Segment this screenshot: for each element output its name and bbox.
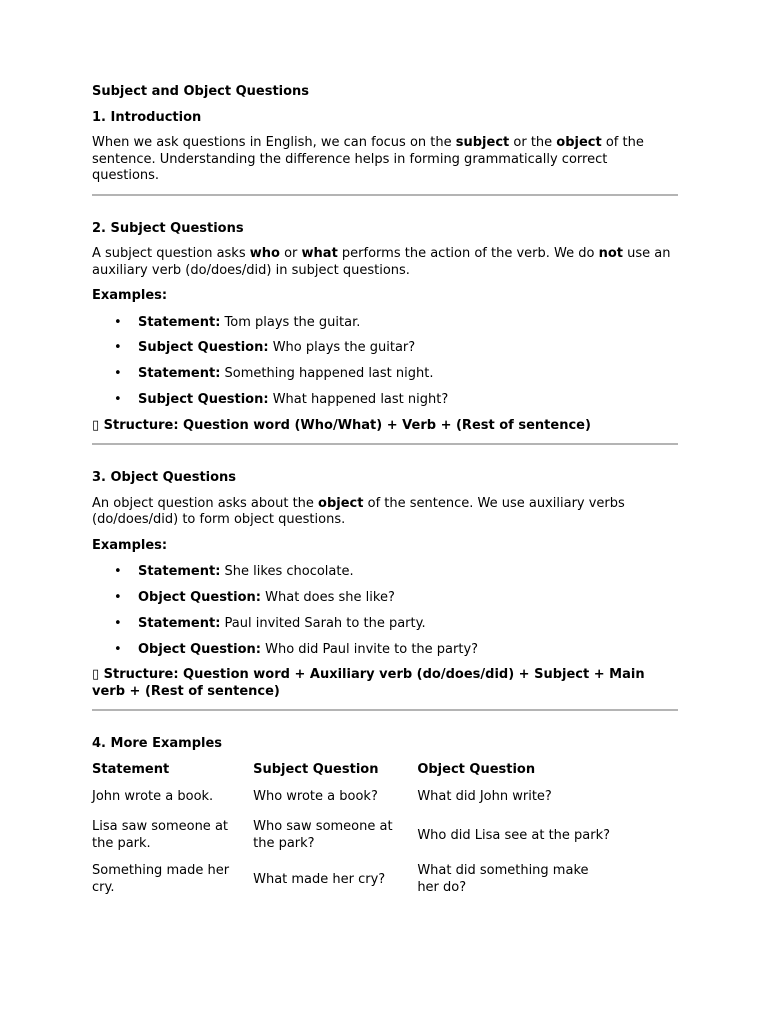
table-cell: Who did Lisa see at the park? — [417, 827, 611, 843]
table-cell: What made her cry? — [253, 871, 386, 887]
example-label: Statement: — [138, 366, 221, 382]
example-text: Paul invited Sarah to the party. — [220, 615, 426, 631]
bold-term-not: not — [598, 246, 624, 261]
list-item — [92, 590, 678, 607]
example-text: Something happened last night. — [220, 366, 434, 382]
section-divider — [92, 709, 678, 711]
section-divider — [92, 443, 678, 445]
example-label: Object Question: — [138, 589, 261, 605]
section-heading-more-examples: 4. More Examples — [92, 736, 223, 752]
example-text: What happened last night? — [268, 391, 449, 407]
document-title: Subject and Object Questions — [92, 84, 310, 99]
document-content — [92, 84, 678, 905]
section-heading-subject-questions: 2. Subject Questions — [92, 220, 244, 236]
text-run: or — [279, 246, 302, 261]
object-structure-note: ▯ Structure: Question word + Auxiliary verb (do/does/did) + Subject + Main verb + (Rest of sentence) — [92, 667, 645, 699]
column-header: Statement — [92, 761, 170, 777]
example-text: She likes chocolate. — [220, 564, 354, 580]
bold-term-object: object — [318, 495, 364, 511]
object-examples-list — [92, 564, 678, 658]
example-label: Subject Question: — [138, 340, 269, 356]
examples-table — [92, 762, 652, 905]
list-item — [92, 392, 678, 409]
example-text: What does she like? — [261, 589, 395, 605]
table-cell: Who saw someone at the park? — [253, 819, 393, 851]
text-run: of the sentence. Understanding the difference helps in forming grammatically correct questions. — [92, 135, 644, 183]
table-cell: Lisa saw someone at the park. — [92, 819, 229, 851]
table-row — [92, 861, 652, 905]
example-label: Subject Question: — [138, 391, 269, 407]
table-row — [92, 817, 652, 861]
column-header: Object Question — [417, 761, 536, 777]
section-heading-introduction: 1. Introduction — [92, 109, 202, 125]
example-label: Statement: — [138, 564, 221, 580]
column-header: Subject Question — [253, 761, 379, 777]
bold-term-who: who — [249, 246, 280, 261]
subject-examples-list — [92, 315, 678, 409]
table-cell: Something made her cry. — [92, 863, 230, 895]
example-label: Statement: — [138, 314, 221, 330]
list-item — [92, 564, 678, 581]
bold-term-subject: subject — [455, 135, 510, 150]
subject-structure-note: ▯ Structure: Question word (Who/What) + Verb + (Rest of sentence) — [92, 417, 591, 433]
example-text: Who plays the guitar? — [268, 340, 416, 356]
table-cell: John wrote a book. — [92, 788, 214, 804]
example-text: Tom plays the guitar. — [220, 314, 361, 330]
example-label: Object Question: — [138, 641, 261, 657]
table-cell: Who wrote a book? — [253, 788, 378, 804]
table-header-row — [92, 762, 652, 786]
bold-term-what: what — [301, 246, 338, 261]
text-run: use an auxiliary verb (do/does/did) in subject questions. — [92, 246, 671, 278]
list-item — [92, 642, 678, 659]
list-item — [92, 315, 678, 332]
bold-term-object: object — [556, 135, 602, 150]
intro-paragraph — [92, 135, 678, 185]
table-cell: What did something make her do? — [417, 863, 589, 895]
examples-label: Examples: — [92, 537, 168, 553]
object-paragraph — [92, 496, 678, 529]
text-run: A subject question asks — [92, 246, 250, 261]
section-heading-object-questions: 3. Object Questions — [92, 470, 237, 486]
list-item — [92, 340, 678, 357]
text-run: An object question asks about the — [92, 495, 319, 511]
list-item — [92, 616, 678, 633]
example-label: Statement: — [138, 615, 221, 631]
table-cell: What did John write? — [417, 788, 552, 804]
text-run: of the sentence. We use auxiliary verbs (do/does/did) to form object questions. — [92, 495, 625, 528]
subject-paragraph — [92, 246, 678, 279]
list-item — [92, 366, 678, 383]
example-text: Who did Paul invite to the party? — [261, 641, 479, 657]
section-divider — [92, 194, 678, 196]
text-run: performs the action of the verb. We do — [337, 246, 599, 261]
text-run: When we ask questions in English, we can focus on the — [92, 135, 456, 150]
text-run: or the — [509, 135, 557, 150]
table-row — [92, 786, 652, 817]
examples-label: Examples: — [92, 288, 168, 303]
